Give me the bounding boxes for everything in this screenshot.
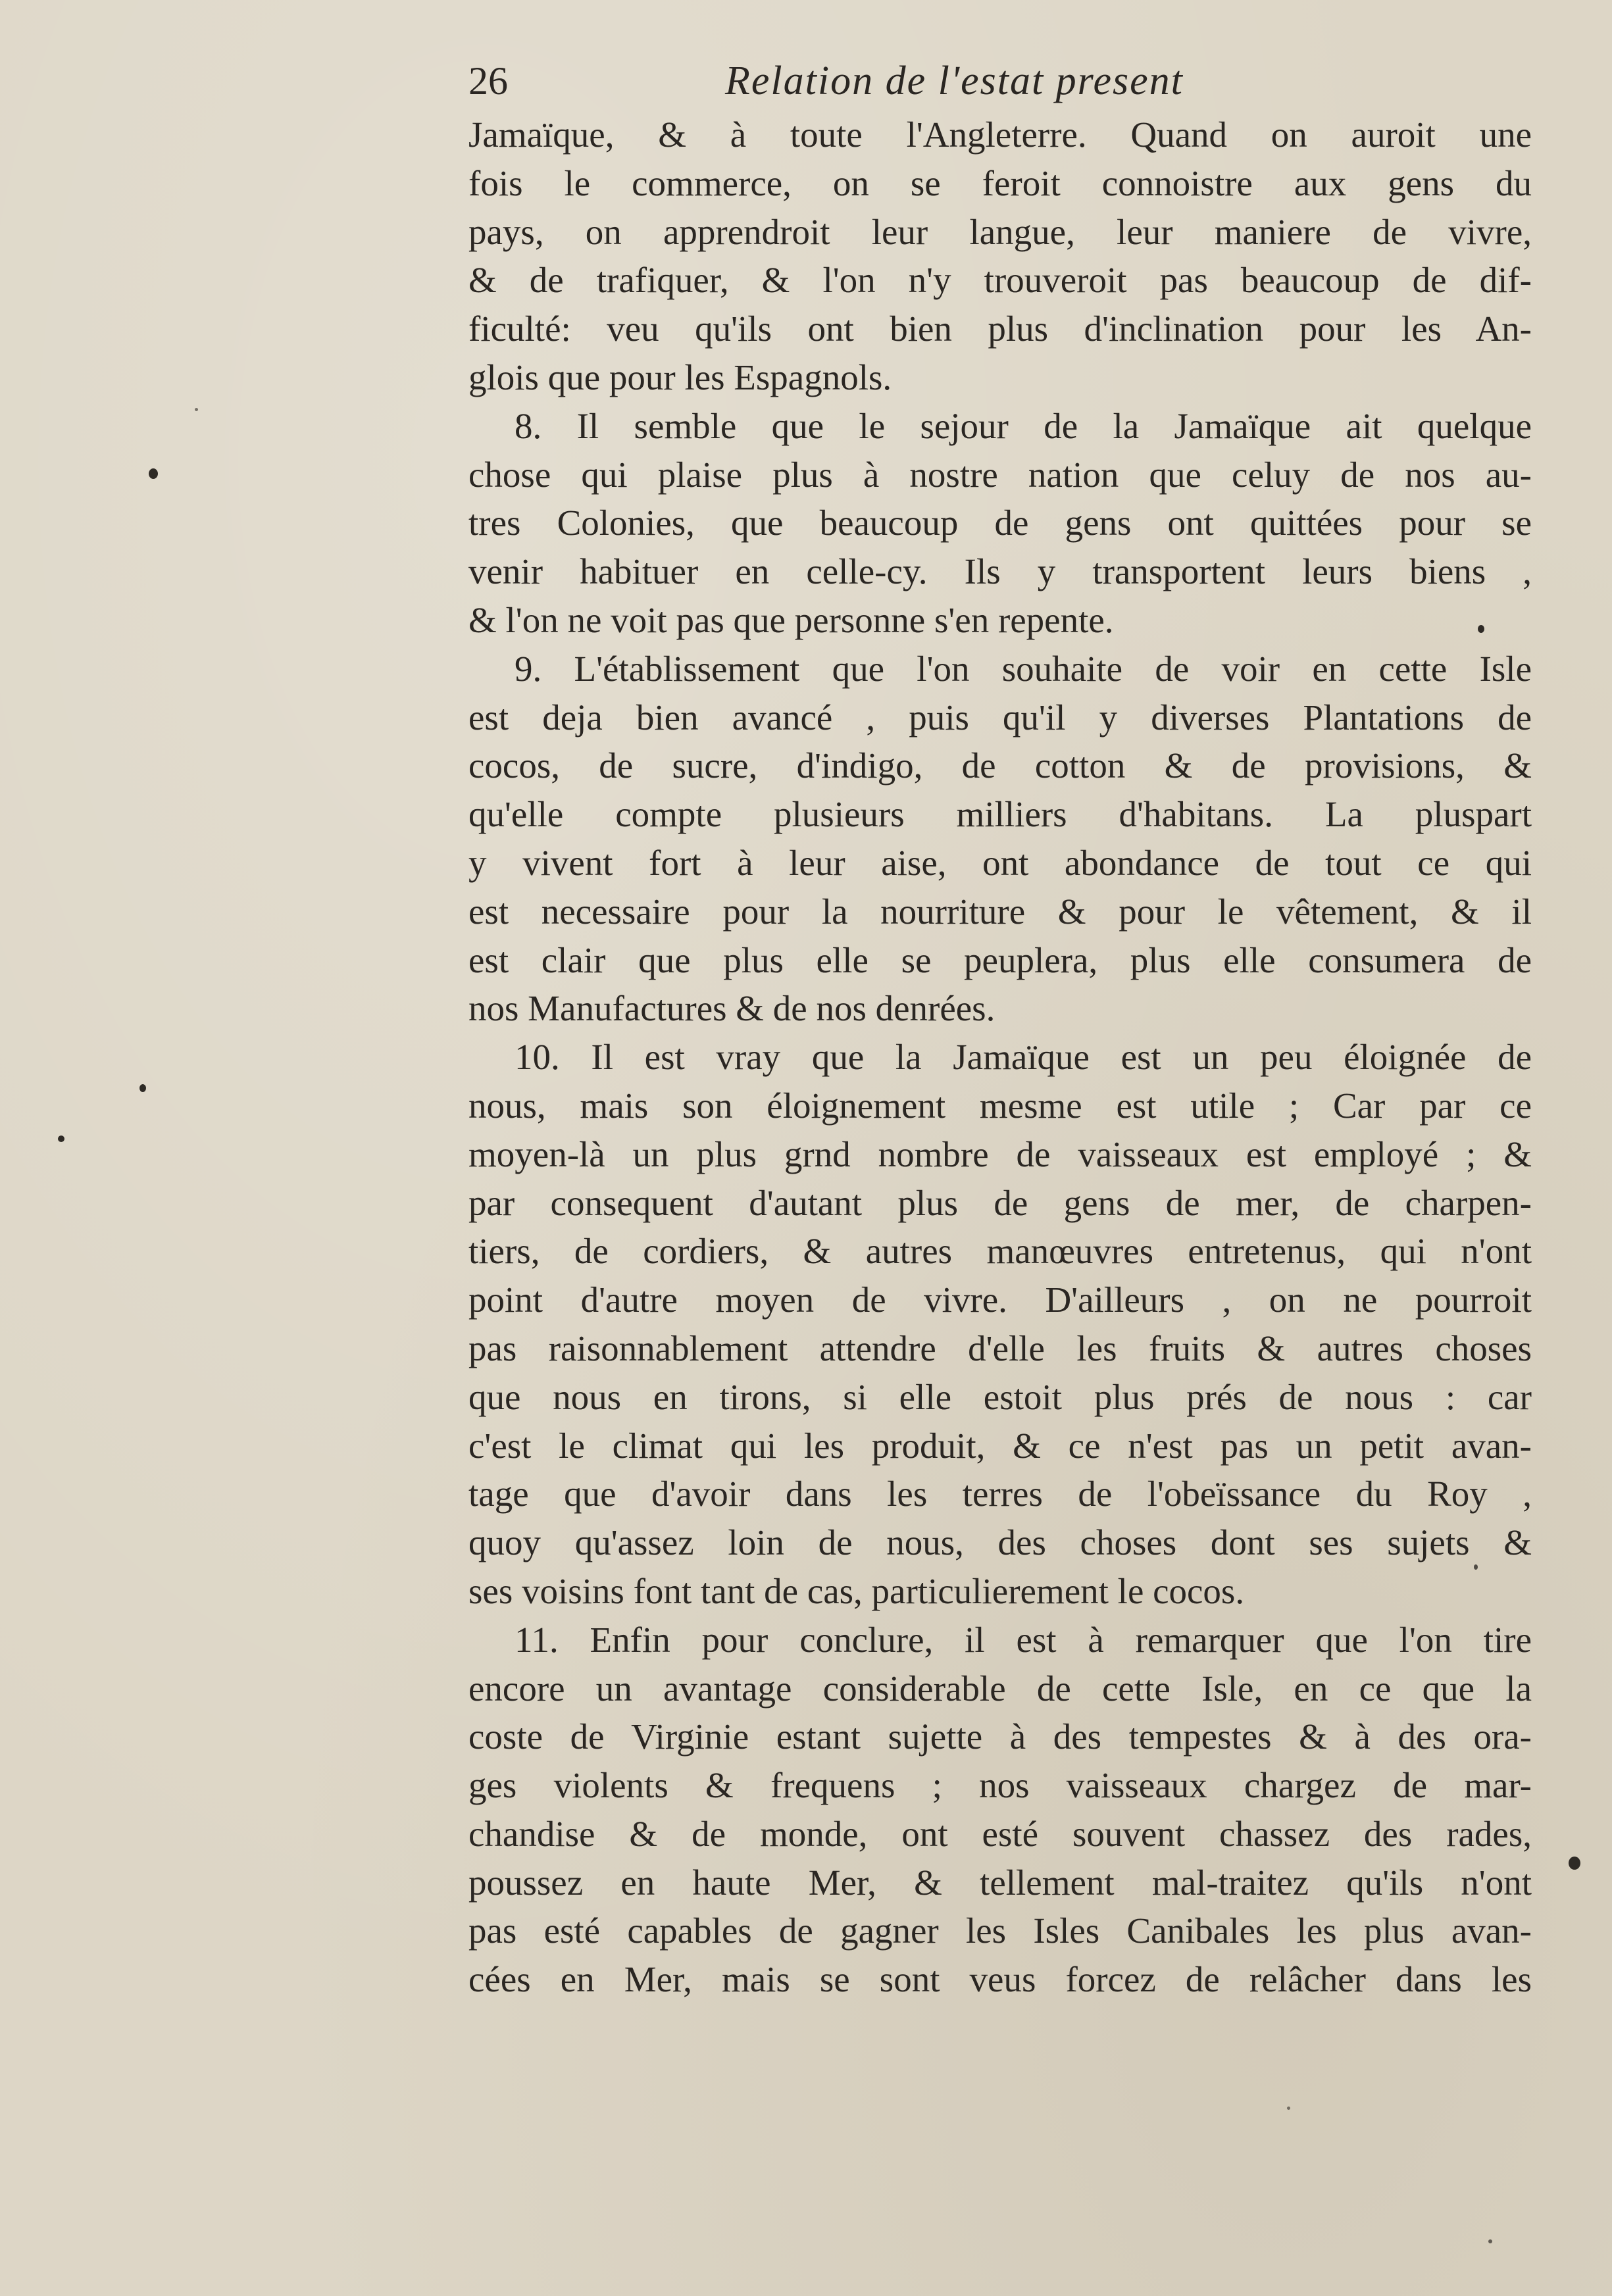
text-line: est deja bien avancé , puis qu'il y diverses Plantations de [468, 697, 1532, 737]
text-line: moyen-là un plus grnd nombre de vaisseaux est employé ; & [468, 1134, 1532, 1174]
text-line: ficulté: veu qu'ils ont bien plus d'inclination pour les An- [468, 309, 1532, 349]
text-line: tage que d'avoir dans les terres de l'obeïssance du Roy , [468, 1474, 1532, 1514]
text-line: 10. Il est vray que la Jamaïque est un peu éloignée de [515, 1037, 1532, 1078]
ink-speck [149, 468, 158, 479]
ink-speck [1488, 2239, 1492, 2243]
text-line: point d'autre moyen de vivre. D'ailleurs , on ne pourroit [468, 1280, 1532, 1320]
paragraph [468, 111, 1532, 402]
text-line: c'est le climat qui les produit, & ce n'est pas un petit avan- [468, 1425, 1532, 1466]
text-line: quoy qu'assez loin de nous, des choses dont ses sujets & [468, 1522, 1532, 1563]
text-line: 9. L'établissement que l'on souhaite de voir en cette Isle [515, 648, 1532, 689]
text-line: cocos, de sucre, d'indigo, de cotton & de provisions, & [468, 745, 1532, 786]
text-line: & de trafiquer, & l'on n'y trouveroit pas beaucoup de dif- [468, 260, 1532, 301]
text-line: est necessaire pour la nourriture & pour le vêtement, & il [468, 891, 1532, 932]
text-line: Jamaïque, & à toute l'Angleterre. Quand on auroit une [468, 114, 1532, 155]
text-line: encore un avantage considerable de cette Isle, en ce que la [468, 1668, 1532, 1709]
text-line: y vivent fort à leur aise, ont abondance de tout ce qui [468, 842, 1532, 883]
text-line: ses voisins font tant de cas, particulierement le cocos. [468, 1570, 1245, 1611]
text-line: venir habituer en celle-cy. Ils y transportent leurs biens , [468, 551, 1532, 592]
ink-speck [1287, 2107, 1290, 2110]
page-number: 26 [468, 59, 508, 103]
text-line: tiers, de cordiers, & autres manœuvres entretenus, qui n'ont [468, 1231, 1532, 1272]
paragraph [468, 1033, 1532, 1616]
text-line: chandise & de monde, ont esté souvent chassez des rades, [468, 1813, 1532, 1854]
ink-speck [1569, 1857, 1580, 1870]
body-text [468, 111, 1532, 2018]
text-line: pas raisonnablement attendre d'elle les fruits & autres choses [468, 1328, 1532, 1368]
running-head: Relation de l'estat present [725, 59, 1184, 103]
paragraph [468, 645, 1532, 1033]
paragraph [468, 1616, 1532, 2004]
text-line: qu'elle compte plusieurs milliers d'habitans. La pluspart [468, 794, 1532, 835]
text-line: & l'on ne voit pas que personne s'en repente. [468, 599, 1114, 640]
text-line: coste de Virginie estant sujette à des tempestes & à des ora- [468, 1716, 1532, 1757]
text-line: poussez en haute Mer, & tellement mal-traitez qu'ils n'ont [468, 1862, 1532, 1903]
text-line: 8. Il semble que le sejour de la Jamaïque ait quelque [515, 405, 1532, 446]
text-line: tres Colonies, que beaucoup de gens ont quittées pour se [468, 503, 1532, 543]
text-line: nous, mais son éloignement mesme est utile ; Car par ce [468, 1085, 1532, 1126]
ink-speck [195, 408, 198, 411]
text-line: nos Manufactures & de nos denrées. [468, 988, 995, 1029]
paragraph [468, 402, 1532, 645]
text-line: pays, on apprendroit leur langue, leur maniere de vivre, [468, 211, 1532, 252]
text-line: chose qui plaise plus à nostre nation que celuy de nos au- [468, 454, 1532, 495]
text-line: glois que pour les Espagnols. [468, 357, 892, 397]
ink-speck [58, 1136, 64, 1142]
text-line: fois le commerce, on se feroit connoistre aux gens du [468, 162, 1532, 203]
text-line: pas esté capables de gagner les Isles Canibales les plus avan- [468, 1910, 1532, 1951]
ink-speck [139, 1084, 146, 1092]
page-header [468, 51, 1521, 111]
text-line: par consequent d'autant plus de gens de mer, de charpen- [468, 1182, 1532, 1223]
text-line: ges violents & frequens ; nos vaisseaux chargez de mar- [468, 1765, 1532, 1806]
text-line: 11. Enfin pour conclure, il est à remarquer que l'on tire [515, 1619, 1532, 1660]
text-line: que nous en tirons, si elle estoit plus prés de nous : car [468, 1376, 1532, 1417]
text-line: cées en Mer, mais se sont veus forcez de relâcher dans les [468, 1959, 1532, 2000]
text-line: est clair que plus elle se peuplera, plus elle consumera de [468, 939, 1532, 980]
